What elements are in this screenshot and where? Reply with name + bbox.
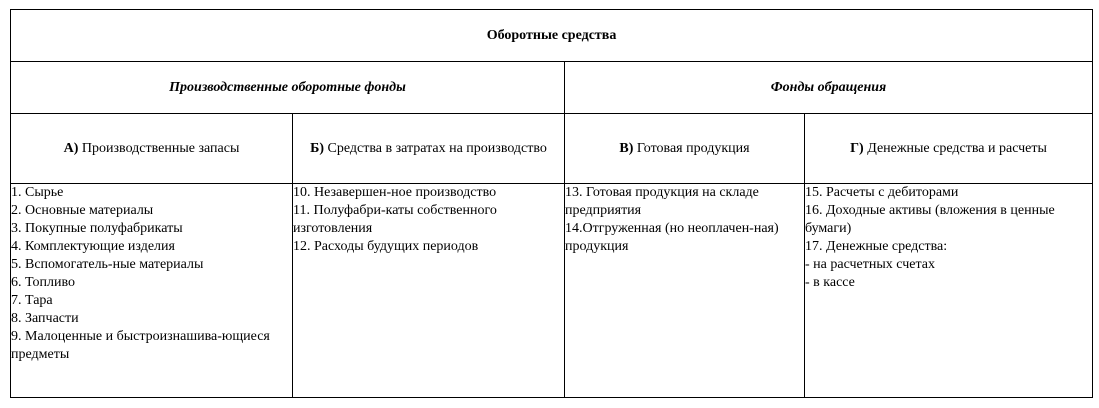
list-item: - на расчетных счетах bbox=[805, 257, 935, 272]
column-letter: А) bbox=[63, 140, 79, 156]
list-item: 7. Тара bbox=[11, 293, 53, 308]
column-items-inventories bbox=[11, 184, 293, 398]
column-items-finished-goods bbox=[565, 184, 805, 398]
group-header-circulation-funds: Фонды обращения bbox=[565, 62, 1093, 114]
column-items-cash-and-settlements bbox=[805, 184, 1093, 398]
list-item: 2. Основные материалы bbox=[11, 203, 154, 218]
column-header-cash-and-settlements bbox=[805, 114, 1093, 184]
list-item: 9. Малоценные и быстроизнашива-ющиеся предметы bbox=[11, 329, 270, 362]
list-item: 11. Полуфабри-каты собственного изготовления bbox=[293, 203, 497, 236]
group-header-production-funds: Производственные оборотные фонды bbox=[11, 62, 565, 114]
list-item: 14.Отгруженная (но неоплачен-ная) продукция bbox=[565, 221, 779, 254]
list-item: 5. Вспомогатель-ные материалы bbox=[11, 257, 204, 272]
column-header-label: Производственные запасы bbox=[81, 140, 240, 156]
list-item: 16. Доходные активы (вложения в ценные бумаги) bbox=[805, 203, 1055, 236]
list-item: 1. Сырье bbox=[11, 185, 64, 200]
column-header-inventories bbox=[11, 114, 293, 184]
column-header-finished-goods bbox=[565, 114, 805, 184]
list-item: 3. Покупные полуфабрикаты bbox=[11, 221, 183, 236]
list-item: - в кассе bbox=[805, 275, 855, 290]
current-assets-table bbox=[10, 9, 1093, 398]
list-item: 8. Запчасти bbox=[11, 311, 79, 326]
list-item: 4. Комплектующие изделия bbox=[11, 239, 175, 254]
column-header-label: Средства в затратах на производство bbox=[327, 140, 547, 156]
list-item: 13. Готовая продукция на складе предприятия bbox=[565, 185, 759, 218]
column-letter: Г) bbox=[850, 140, 864, 156]
list-item: 17. Денежные средства: bbox=[805, 239, 948, 254]
column-header-label: Готовая продукция bbox=[636, 140, 750, 156]
column-items-work-in-progress bbox=[293, 184, 565, 398]
column-header-label: Денежные средства и расчеты bbox=[867, 140, 1047, 156]
list-item: 15. Расчеты с дебиторами bbox=[805, 185, 959, 200]
column-letter: В) bbox=[619, 140, 634, 156]
table-title: Оборотные средства bbox=[11, 10, 1093, 62]
list-item: 12. Расходы будущих периодов bbox=[293, 239, 479, 254]
list-item: 6. Топливо bbox=[11, 275, 75, 290]
list-item: 10. Незавершен-ное производство bbox=[293, 185, 497, 200]
column-letter: Б) bbox=[310, 140, 324, 156]
column-header-work-in-progress bbox=[293, 114, 565, 184]
